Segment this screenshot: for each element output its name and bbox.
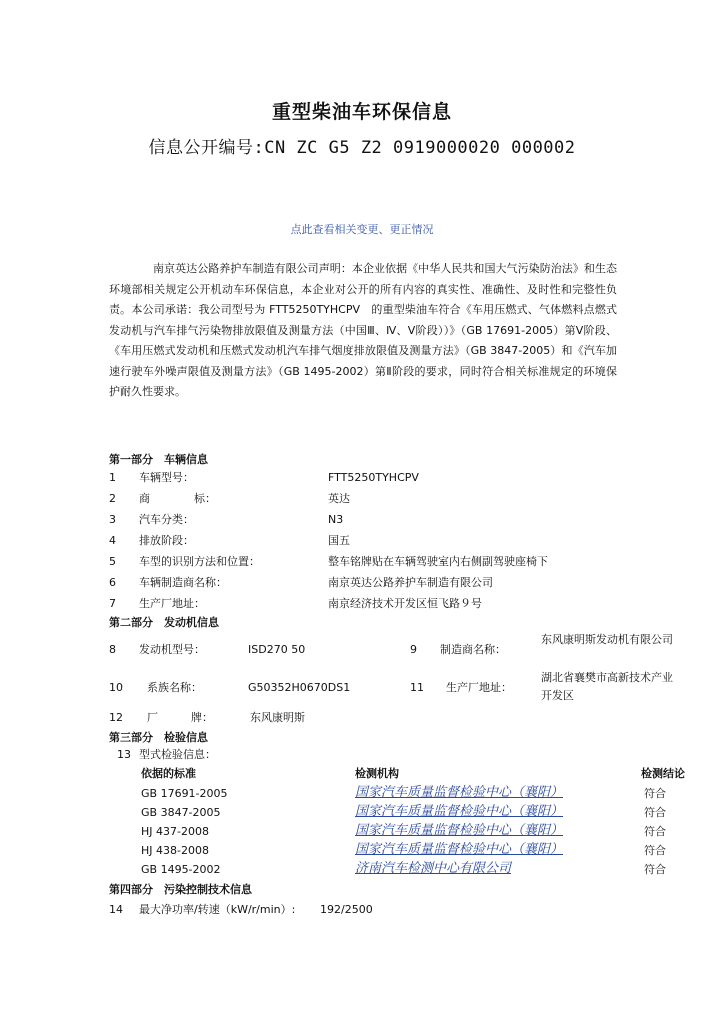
standard-cell: HJ 437-2008 (141, 825, 209, 838)
result-cell: 符合 (644, 844, 666, 857)
engine-model-label: 发动机型号： (139, 643, 205, 656)
type-test-label: 型式检验信息： (139, 748, 216, 761)
factory-label: 生产厂地址： (446, 681, 512, 694)
result-cell: 符合 (644, 825, 666, 838)
result-cell: 符合 (644, 806, 666, 819)
section-inspection-info-title: 第三部分 检验信息 (109, 731, 208, 744)
system-number: 10 (109, 681, 123, 694)
row-label: 车辆型号： (139, 471, 194, 484)
row-label: 车型的识别方法和位置： (139, 555, 260, 568)
standard-cell: GB 3847-2005 (141, 806, 221, 819)
header-institution: 检测机构 (355, 767, 399, 780)
institution-link[interactable]: 济南汽车检测中心有限公司 (355, 861, 512, 876)
row-value: 南京英达公路养护车制造有限公司 (328, 576, 493, 589)
document-title: 重型柴油车环保信息 (271, 101, 452, 123)
institution-link[interactable]: 国家汽车质量监督检验中心（襄阳） (355, 785, 564, 800)
row-number: 7 (109, 597, 116, 610)
row-number: 4 (109, 534, 116, 547)
brand-value: 东风康明斯 (250, 711, 305, 724)
row-number: 3 (109, 513, 116, 526)
power-label: 最大净功率/转速（kW/r/min）: (139, 903, 296, 916)
row-number: 1 (109, 471, 116, 484)
institution-link[interactable]: 国家汽车质量监督检验中心（襄阳） (355, 842, 564, 857)
standard-cell: GB 1495-2002 (141, 863, 221, 876)
row-value: 南京经济技术开发区恒飞路９号 (328, 597, 482, 610)
row-value: N3 (328, 513, 344, 526)
view-changes-link[interactable]: 点此查看相关变更、更正情况 (290, 223, 434, 236)
factory-value: 湖北省襄樊市高新技术产业开发区 (541, 671, 673, 702)
section-vehicle-info-title: 第一部分 车辆信息 (109, 453, 208, 466)
row-label: 车辆制造商名称： (139, 576, 227, 589)
row-value: FTT5250TYHCPV (328, 471, 419, 484)
maker-number: 9 (410, 643, 417, 656)
row-number: 5 (109, 555, 116, 568)
result-cell: 符合 (644, 863, 666, 876)
brand-label: 厂 牌： (147, 711, 213, 724)
institution-link[interactable]: 国家汽车质量监督检验中心（襄阳） (355, 823, 564, 838)
header-result: 检测结论 (641, 767, 685, 780)
system-label: 系族名称： (147, 681, 202, 694)
standard-cell: GB 17691-2005 (141, 787, 228, 800)
header-standard: 依据的标准 (141, 767, 196, 780)
power-number: 14 (109, 903, 123, 916)
row-number: 6 (109, 576, 116, 589)
engine-model-number: 8 (109, 643, 116, 656)
row-label: 商 标： (139, 492, 216, 505)
standard-cell: HJ 438-2008 (141, 844, 209, 857)
row-value: 整车铭牌贴在车辆驾驶室内右侧副驾驶座椅下 (328, 555, 548, 568)
type-test-number: 13 (117, 748, 131, 761)
engine-model-value: ISD270 50 (248, 643, 306, 656)
row-number: 2 (109, 492, 116, 505)
row-label: 汽车分类： (139, 513, 194, 526)
disclosure-number: 信息公开编号:CN ZC G5 Z2 0919000020 000002 (148, 138, 576, 158)
brand-number: 12 (109, 711, 123, 724)
row-label: 排放阶段： (139, 534, 194, 547)
row-label: 生产厂地址： (139, 597, 205, 610)
institution-link[interactable]: 国家汽车质量监督检验中心（襄阳） (355, 804, 564, 819)
maker-label: 制造商名称： (440, 643, 506, 656)
factory-number: 11 (410, 681, 424, 694)
maker-value: 东风康明斯发动机有限公司 (541, 633, 673, 646)
result-cell: 符合 (644, 787, 666, 800)
row-value: 国五 (328, 534, 350, 547)
row-value: 英达 (328, 492, 350, 505)
section-pollution-control-title: 第四部分 污染控制技术信息 (109, 883, 252, 896)
company-statement: 南京英达公路养护车制造有限公司声明：本企业依据《中华人民共和国大气污染防治法》和生态环境部相关规定公开机动车环保信息，本企业对公开的所有内容的真实性、准确性、及时性和完整性负责。本公司承诺：我公司型号为 FTT5250TYHCPV 的重型柴油车符合《车用压燃式、气体燃料点燃式发动机与汽车排气污染物排放限值及测量方法（中国Ⅲ、Ⅳ、Ⅴ阶段））》（GB 17691-2005）第Ⅴ阶段、《车用压燃式发动机和压燃式发动机汽车排气烟度排放限值及测量方法》（GB 3847-2005）和《汽车加速行驶车外噪声限值及测量方法》（GB 1495-2002）第Ⅱ阶段的要求，同时符合相关标准规定的环境保护耐久性要求。 (109, 262, 617, 398)
system-value: G50352H0670DS1 (248, 681, 351, 694)
power-value: 192/2500 (320, 903, 373, 916)
section-engine-info-title: 第二部分 发动机信息 (109, 616, 219, 629)
